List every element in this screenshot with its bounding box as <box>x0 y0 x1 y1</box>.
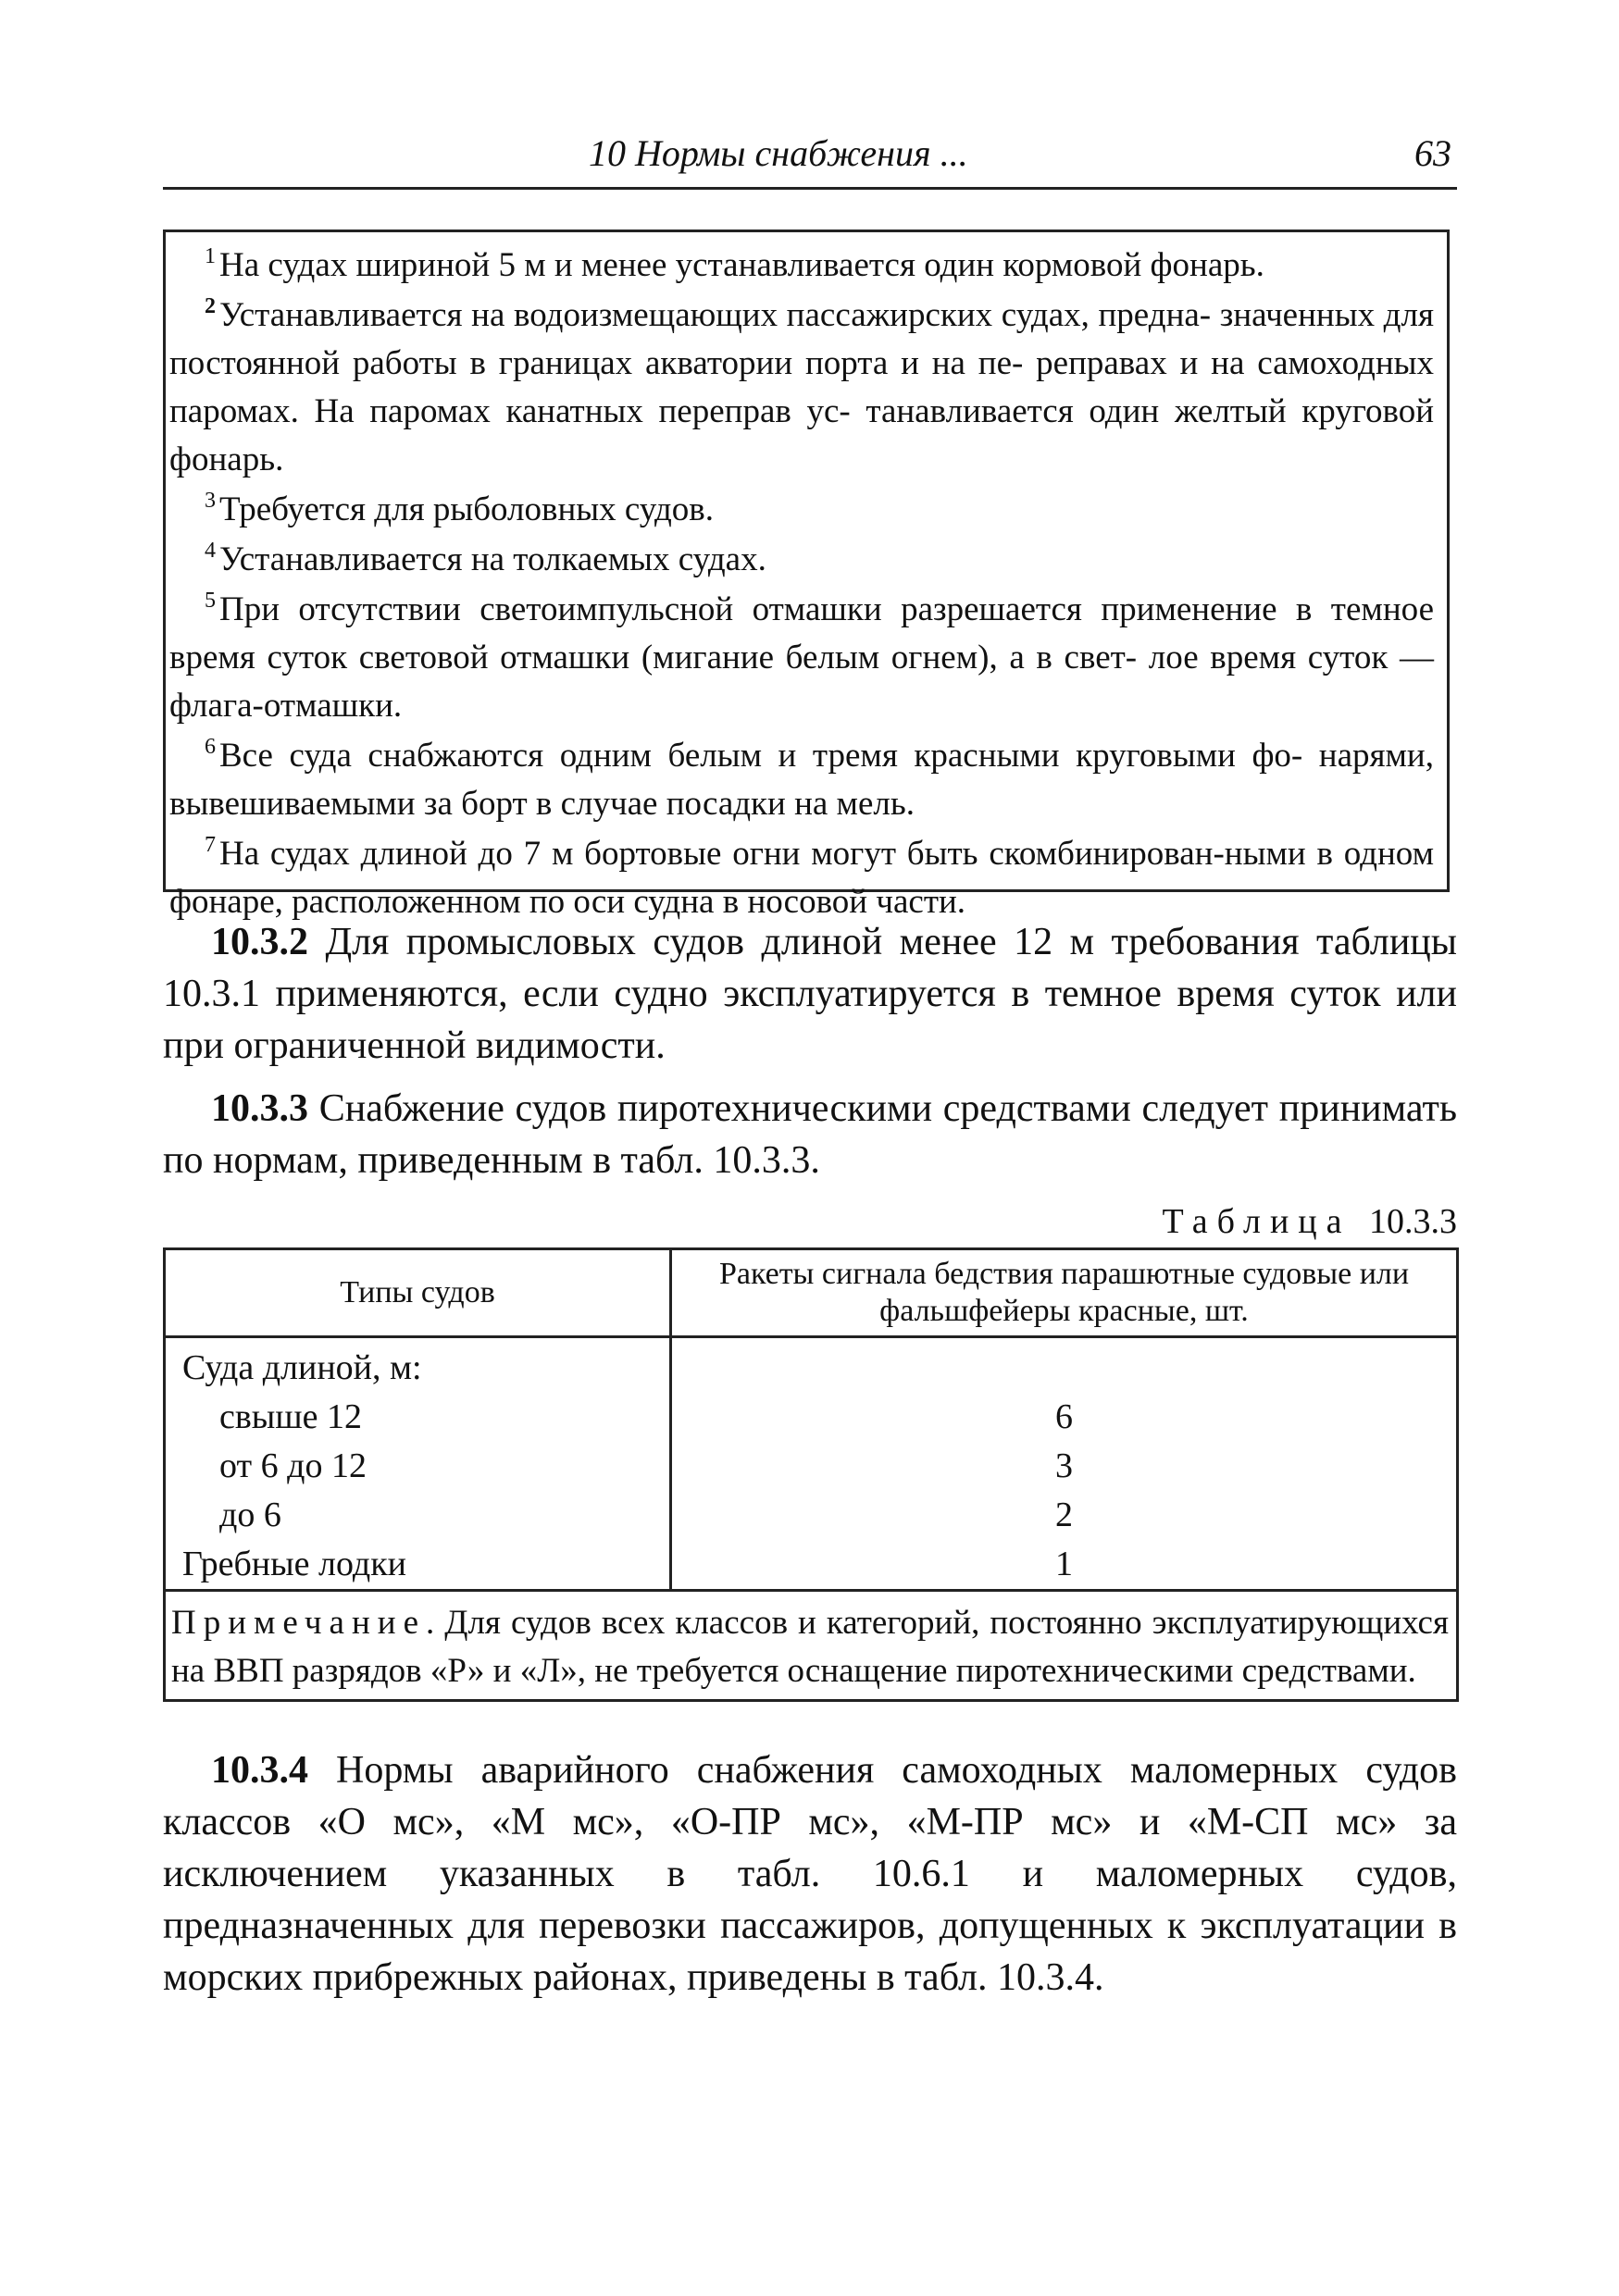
footnote-mark: 2 <box>205 294 216 318</box>
table-caption-number: 10.3.3 <box>1369 1202 1457 1241</box>
footnote-text: На судах длиной до 7 м бортовые огни могут быть скомбинирован-ными в одном фонаре, расположенном по оси судна в носовой части. <box>169 835 1434 921</box>
footnote-mark: 6 <box>205 735 216 759</box>
running-header <box>163 130 1457 190</box>
section-number: 10.3.4 <box>211 1749 308 1792</box>
table-header-row <box>165 1249 1458 1337</box>
row-label: свыше 12 <box>219 1397 362 1436</box>
footnote <box>169 586 1434 730</box>
footnote-mark: 7 <box>205 833 216 857</box>
note-text: . Для судов всех классов и категорий, постоянно эксплуатирующихся на ВВП разрядов «Р» и «Л», не требуется оснащение пиротехническими средствами. <box>171 1604 1449 1690</box>
footnote <box>169 732 1434 828</box>
row-value: 1 <box>1055 1545 1073 1583</box>
footnote-text: Все суда снабжаются одним белым и тремя красными круговыми фо- нарями, вывешиваемыми за борт в случае посадки на мель. <box>169 737 1434 823</box>
footnote-text: На судах шириной 5 м и менее устанавливается один кормовой фонарь. <box>219 246 1264 284</box>
pyrotechnics-table <box>163 1247 1459 1702</box>
row-label: до 6 <box>219 1496 281 1534</box>
footnote-mark: 1 <box>205 244 216 268</box>
row-value: 3 <box>1055 1446 1073 1485</box>
footnote-mark: 3 <box>205 489 216 513</box>
quantity-cell <box>671 1337 1458 1591</box>
footnote <box>169 486 1434 534</box>
page-number: 63 <box>1414 132 1451 174</box>
header-title: 10 Нормы снабжения ... <box>589 132 968 174</box>
table-row <box>165 1337 1458 1591</box>
paragraph-text: Снабжение судов пиротехническими средствами следует принимать по нормам, приведенным в табл. 10.3.3. <box>163 1087 1457 1182</box>
table-header-quantity: Ракеты сигнала бедствия парашютные судовые или фальшфейеры красные, шт. <box>671 1249 1458 1337</box>
footnote-text: Требуется для рыболовных судов. <box>219 490 715 528</box>
row-label: Суда длиной, м: <box>182 1348 422 1387</box>
table-note <box>165 1591 1458 1701</box>
footnote-text: Устанавливается на водоизмещающих пассажирских судах, предна- значенных для постоянной работы в границах акватории порта и на пе- реправах и на самоходных паромах. На паромах канатных переправ ус- танавливается один желтый круговой фонарь. <box>169 296 1434 478</box>
footnote <box>169 292 1434 484</box>
row-value <box>672 1344 1456 1393</box>
paragraph-10-3-3 <box>163 1083 1457 1186</box>
footnote-mark: 4 <box>205 539 216 563</box>
paragraph-10-3-4 <box>163 1744 1457 2004</box>
footnote <box>169 536 1434 584</box>
table-header-vessel-type: Типы судов <box>165 1249 671 1337</box>
footnotes-box <box>163 230 1450 921</box>
row-value: 6 <box>1055 1397 1073 1436</box>
table-caption-word: Таблица <box>1162 1202 1351 1241</box>
footnote-text: При отсутствии светоимпульсной отмашки разрешается применение в темное время суток световой отмашки (мигание белым огнем), а в свет- лое время суток — флага-отмашки. <box>169 590 1434 725</box>
footnote <box>169 830 1434 926</box>
footnote-mark: 5 <box>205 589 216 613</box>
paragraph-10-3-2 <box>163 916 1457 1072</box>
table-note-row <box>165 1591 1458 1701</box>
paragraph-text: Нормы аварийного снабжения самоходных маломерных судов классов «О мс», «М мс», «О-ПР мс», «М-ПР мс» и «М-СП мс» за исключением указанных в табл. 10.6.1 и маломерных судов, предназначенных для перевозки пассажиров, допущенных к эксплуатации в морских прибрежных районах, приведены в табл. 10.3.4. <box>163 1749 1457 1999</box>
row-label: Гребные лодки <box>182 1545 407 1583</box>
footnote-text: Устанавливается на толкаемых судах. <box>219 540 766 578</box>
section-number: 10.3.3 <box>211 1087 308 1130</box>
table-caption <box>1162 1201 1457 1242</box>
vessel-type-cell <box>165 1337 671 1591</box>
row-value: 2 <box>1055 1496 1073 1534</box>
footnote <box>169 242 1434 290</box>
note-label: Примечание <box>171 1604 426 1642</box>
row-label: от 6 до 12 <box>219 1446 367 1485</box>
paragraph-text: Для промысловых судов длиной менее 12 м требования таблицы 10.3.1 применяются, если судно эксплуатируется в темное время суток или при ограниченной видимости. <box>163 921 1457 1067</box>
section-number: 10.3.2 <box>211 921 308 963</box>
